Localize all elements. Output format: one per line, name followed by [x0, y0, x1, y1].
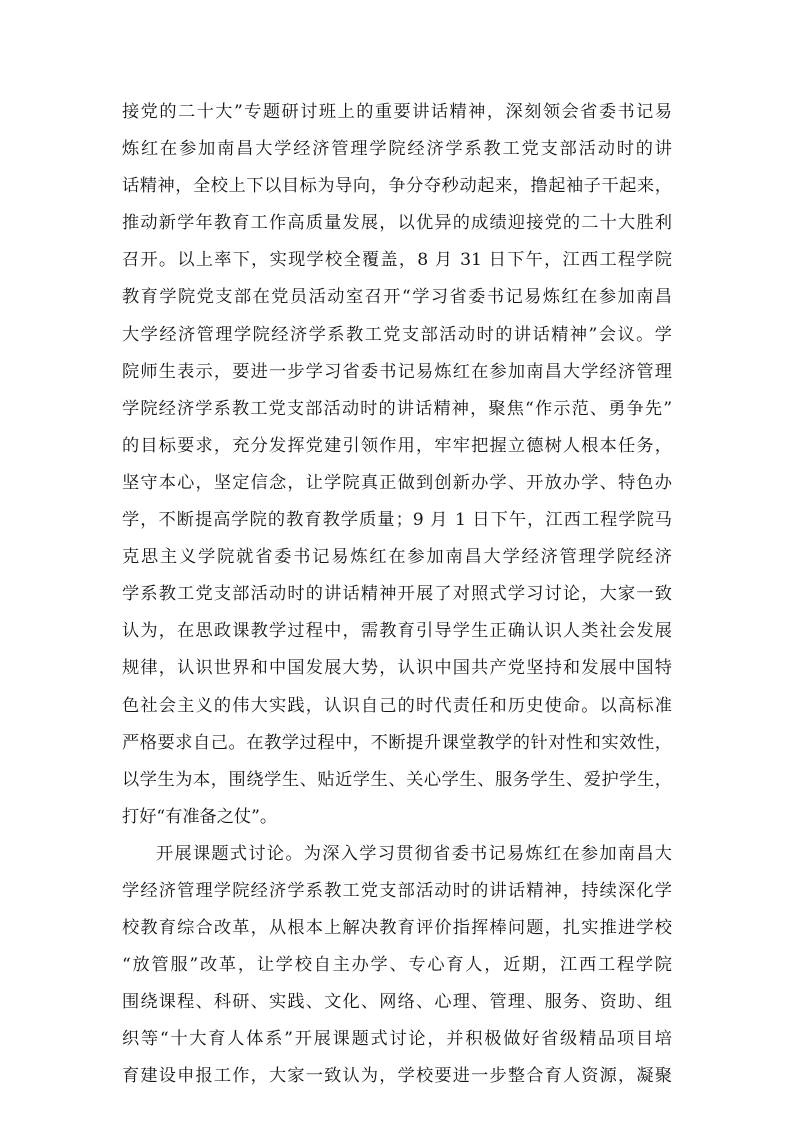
text-line: 学系教工党支部活动时的讲话精神开展了对照式学习讨论，大家一致: [122, 584, 672, 605]
text-line: 认为，在思政课教学过程中，需教育引导学生正确认识人类社会发展: [122, 621, 672, 642]
text-line: 学经济管理学院经济学系教工党支部活动时的讲话精神，持续深化学: [122, 880, 672, 901]
text-line: 开展课题式讨论。为深入学习贯彻省委书记易炼红在参加南昌大: [156, 843, 672, 864]
text-line: 话精神，全校上下以目标为导向，争分夺秒动起来，撸起袖子干起来，: [122, 176, 672, 197]
text-line: 接党的二十大”专题研讨班上的重要讲话精神，深刻领会省委书记易: [122, 102, 672, 122]
text-line: 召开。以上率下，实现学校全覆盖，8 月 31 日下午，江西工程学院: [122, 250, 672, 271]
text-line: 推动新学年教育工作高质量发展，以优异的成绩迎接党的二十大胜利: [122, 213, 672, 234]
text-line: “放管服”改革，让学校自主办学、专心育人，近期，江西工程学院: [122, 955, 672, 976]
text-line: 围绕课程、科研、实践、文化、网络、心理、管理、服务、资助、组: [122, 992, 672, 1013]
text-line: 炼红在参加南昌大学经济管理学院经济学系教工党支部活动时的讲: [122, 139, 672, 160]
text-line: 育建设申报工作，大家一致认为，学校要进一步整合育人资源，凝聚: [122, 1066, 672, 1087]
text-line: 学院经济学系教工党支部活动时的讲话精神，聚焦“作示范、勇争先”: [122, 398, 672, 419]
text-line: 以学生为本，围绕学生、贴近学生、关心学生、服务学生、爱护学生，: [122, 769, 672, 790]
paragraph-1: [122, 94, 672, 836]
document-body: [122, 94, 672, 1096]
text-line: 教育学院党支部在党员活动室召开“学习省委书记易炼红在参加南昌: [122, 287, 672, 308]
text-line: 织等“十大育人体系”开展课题式讨论，并积极做好省级精品项目培: [122, 1029, 672, 1050]
paragraph-2: [122, 836, 672, 1096]
text-line: 的目标要求，充分发挥党建引领作用，牢牢把握立德树人根本任务，: [122, 435, 672, 456]
text-line: 大学经济管理学院经济学系教工党支部活动时的讲话精神”会议。学: [122, 324, 672, 345]
text-line: 校教育综合改革，从根本上解决教育评价指挥棒问题，扎实推进学校: [122, 918, 672, 939]
text-line: 院师生表示，要进一步学习省委书记易炼红在参加南昌大学经济管理: [122, 361, 672, 382]
text-line: 坚守本心，坚定信念，让学院真正做到创新办学、开放办学、特色办: [122, 472, 672, 493]
text-line: 规律，认识世界和中国发展大势，认识中国共产党坚持和发展中国特: [122, 658, 672, 679]
text-line: 打好“有准备之仗”。: [122, 806, 278, 827]
text-line: 克思主义学院就省委书记易炼红在参加南昌大学经济管理学院经济: [122, 547, 672, 568]
text-line: 严格要求自己。在教学过程中，不断提升课堂教学的针对性和实效性，: [122, 732, 672, 753]
text-line: 色社会主义的伟大实践，认识自己的时代责任和历史使命。以高标准: [122, 695, 672, 716]
text-line: 学，不断提高学院的教育教学质量；9 月 1 日下午，江西工程学院马: [122, 510, 672, 531]
